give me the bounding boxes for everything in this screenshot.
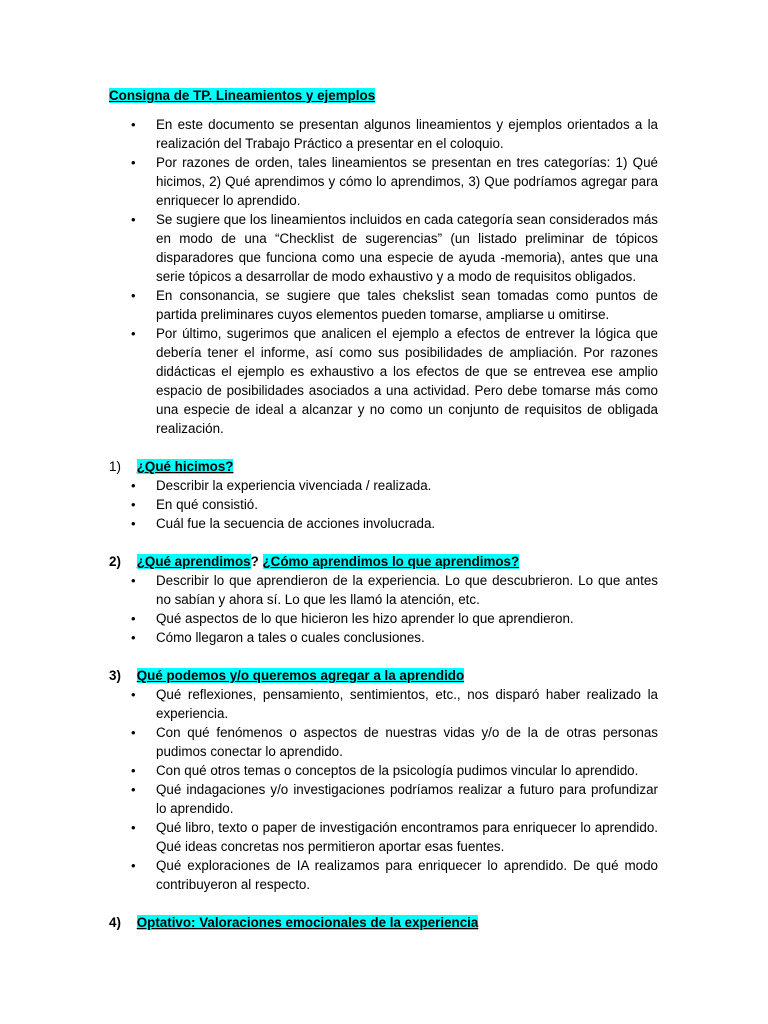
list-item: • Se sugiere que los lineamientos incluidos en cada categoría sean considerados más en modo de una “Checklist de sugerencias” (un listado preliminar de tópicos disparadores que funciona como una especie de ayuda -memoria), antes que una serie tópicos a desarrollar de modo exhaustivo y a modo de requisitos obligados. bbox=[131, 212, 658, 284]
list-item: • Qué reflexiones, pensamiento, sentimientos, etc., nos disparó haber realizado la experiencia. bbox=[131, 687, 658, 721]
list-item: • Qué indagaciones y/o investigaciones podríamos realizar a futuro para profundizar lo aprendido. bbox=[131, 782, 658, 816]
intro-bullet-list bbox=[109, 115, 658, 438]
section-2-heading bbox=[109, 552, 658, 571]
section-2-number: 2) bbox=[109, 554, 121, 569]
bullet-icon: • bbox=[131, 573, 136, 588]
list-item: • Cómo llegaron a tales o cuales conclusiones. bbox=[131, 630, 425, 645]
bullet-icon: • bbox=[131, 725, 136, 740]
list-item: • Qué exploraciones de IA realizamos para enriquecer lo aprendido. De qué modo contribuyeron al respecto. bbox=[131, 858, 658, 892]
list-item: • Con qué fenómenos o aspectos de nuestras vidas y/o de la de otras personas pudimos conectar lo aprendido. bbox=[131, 725, 658, 759]
section-1-bullet-list bbox=[109, 476, 658, 533]
list-item: • Qué libro, texto o paper de investigación encontramos para enriquecer lo aprendido. Qué ideas concretas nos permitieron aportar esas fuentes. bbox=[131, 820, 658, 854]
section-3-heading bbox=[109, 666, 658, 685]
bullet-icon: • bbox=[131, 687, 136, 702]
bullet-icon: • bbox=[131, 155, 136, 170]
document-title bbox=[109, 86, 658, 105]
section-3-number: 3) bbox=[109, 668, 121, 683]
section-1-heading bbox=[109, 457, 658, 476]
list-item: • Describir lo que aprendieron de la experiencia. Lo que descubrieron. Lo que antes no sabían y ahora sí. Lo que les llamó la atención, etc. bbox=[131, 573, 658, 607]
section-4-heading bbox=[109, 913, 658, 932]
bullet-icon: • bbox=[131, 763, 136, 778]
bullet-icon: • bbox=[131, 611, 136, 626]
bullet-icon: • bbox=[131, 326, 136, 341]
section-3-title: Qué podemos y/o queremos agregar a la aprendido bbox=[136, 668, 465, 683]
list-item: • Describir la experiencia vivenciada / realizada. bbox=[131, 478, 432, 493]
section-1-number: 1) bbox=[109, 459, 121, 474]
bullet-icon: • bbox=[131, 212, 136, 227]
bullet-icon: • bbox=[131, 858, 136, 873]
bullet-icon: • bbox=[131, 820, 136, 835]
bullet-icon: • bbox=[131, 497, 136, 512]
bullet-icon: • bbox=[131, 516, 136, 531]
section-2-title-a: ¿Qué aprendimos bbox=[136, 554, 251, 569]
bullet-icon: • bbox=[131, 782, 136, 797]
list-item: • Por razones de orden, tales lineamientos se presentan en tres categorías: 1) Qué hicimos, 2) Qué aprendimos y cómo lo aprendimos, 3) Que podríamos agregar para enriquecer lo aprendido. bbox=[131, 155, 658, 208]
section-2-bullet-list bbox=[109, 571, 658, 647]
document-page bbox=[109, 86, 658, 932]
list-item: • En consonancia, se sugiere que tales chekslist sean tomadas como puntos de partida preliminares cuyos elementos pueden tomarse, ampliarse u omitirse. bbox=[131, 288, 658, 322]
section-2-separator: ? bbox=[250, 554, 259, 569]
bullet-icon: • bbox=[131, 288, 136, 303]
section-1-title: ¿Qué hicimos? bbox=[136, 459, 234, 474]
section-4-title: Optativo: Valoraciones emocionales de la experiencia bbox=[136, 915, 479, 930]
list-item: • En este documento se presentan algunos lineamientos y ejemplos orientados a la realización del Trabajo Práctico a presentar en el coloquio. bbox=[131, 117, 658, 151]
list-item: • Qué aspectos de lo que hicieron les hizo aprender lo que aprendieron. bbox=[131, 611, 574, 626]
section-2-title-b: ¿Cómo aprendimos lo que aprendimos? bbox=[262, 554, 520, 569]
section-3-bullet-list bbox=[109, 685, 658, 894]
list-item: • Con qué otros temas o conceptos de la psicología pudimos vincular lo aprendido. bbox=[131, 763, 639, 778]
list-item: • Por último, sugerimos que analicen el ejemplo a efectos de entrever la lógica que debería tener el informe, así como sus posibilidades de ampliación. Por razones didácticas el ejemplo es exhaustivo a los efectos de que se entrevea ese amplio espacio de posibilidades asociados a una actividad. Pero debe tomarse más como una especie de ideal a alcanzar y no como un conjunto de requisitos de obligada realización. bbox=[131, 326, 658, 436]
bullet-icon: • bbox=[131, 630, 136, 645]
list-item: • Cuál fue la secuencia de acciones involucrada. bbox=[131, 516, 436, 531]
bullet-icon: • bbox=[131, 117, 136, 132]
section-4-number: 4) bbox=[109, 915, 121, 930]
bullet-icon: • bbox=[131, 478, 136, 493]
document-title-text: Consigna de TP. Lineamientos y ejemplos bbox=[109, 88, 376, 103]
list-item: • En qué consistió. bbox=[131, 497, 258, 512]
